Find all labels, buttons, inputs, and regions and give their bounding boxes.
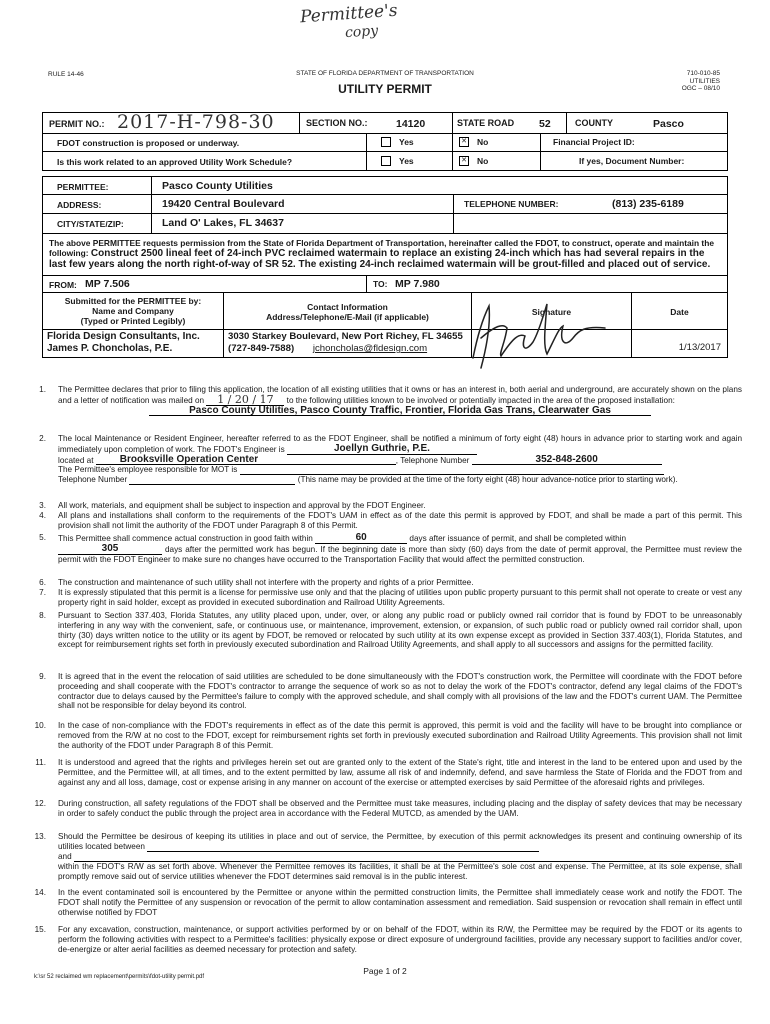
condition-15-num: 15. <box>34 925 46 934</box>
handwritten-note-line2: copy <box>344 22 379 42</box>
telephone-label: TELEPHONE NUMBER: <box>464 199 559 209</box>
form-category: UTILITIES <box>689 77 720 85</box>
q1-no-checkbox[interactable]: ✕ <box>459 137 469 147</box>
permittee-label: PERMITTEE: <box>57 182 109 192</box>
signature-scribble <box>455 298 615 378</box>
q1-label: FDOT construction is proposed or underway. <box>57 138 240 148</box>
submitter-header-row <box>42 293 728 330</box>
commence-days: 60 <box>315 533 407 544</box>
form-title: UTILITY PERMIT <box>338 82 432 96</box>
county-label: COUNTY <box>575 118 613 128</box>
notified-utilities: Pasco County Utilities, Pasco County Traffic, Frontier, Florida Gas Trans, Clearwater Gas <box>149 406 651 417</box>
condition-15-text: For any excavation, construction, maintenance, or support activities performed by or on behalf of the FDOT, within its R/W, the Permittee may be required by the FDOT or its agents to perform the following activities with respect to a Permittee's facilities: physically expose or direct exposure of underground facilities, provide any necessary support to facilities and/or cover, de-energize or alter aerial facilities as deemed necessary for protection and safety. <box>58 925 742 954</box>
notification-date: 1 / 20 / 17 <box>206 395 284 406</box>
condition-12-num: 12. <box>34 799 46 808</box>
out-of-service-to-field[interactable] <box>74 852 734 862</box>
mot-telephone-field[interactable] <box>129 475 295 485</box>
section-no-value: 14120 <box>396 118 426 130</box>
address-row <box>42 195 728 214</box>
condition-10-num: 10. <box>34 721 46 730</box>
city-cell <box>151 214 453 233</box>
request-block <box>42 234 728 276</box>
condition-4-text: All plans and installations shall conform to the requirements of the FDOT's UAM in effect as of the date this permit is approved by FDOT, and shall be made a part of this permit. This provision shall not limit the authority of the FDOT under Paragraph 8 of this Permit. <box>58 511 742 530</box>
condition-2-text-e: Telephone Number <box>58 475 128 485</box>
condition-1-text-b: to the following utilities known to be involved or potentially impacted in the area of the proposed installation: <box>286 395 675 405</box>
city-row <box>42 214 728 234</box>
state-road-cell <box>452 113 566 133</box>
address-cell <box>151 195 453 213</box>
city-label: CITY/STATE/ZIP: <box>57 219 124 229</box>
condition-3-text: All work, materials, and equipment shall be subject to inspection and approval by the FDOT Engineer. <box>58 501 426 510</box>
document-cell <box>540 152 727 170</box>
mot-employee-field[interactable] <box>240 465 664 475</box>
condition-2-text-c: , Telephone Number <box>395 455 470 465</box>
state-road-label: STATE ROAD <box>457 118 515 128</box>
rule-number: RULE 14-46 <box>48 71 84 78</box>
fdot-engineer-location: Brooksville Operation Center <box>96 455 396 466</box>
permittee-row <box>42 176 728 195</box>
request-intro: The above PERMITTEE requests permission from the State of Florida Department of Transportation, hereinafter called the FDOT, to construct, operate and maintain the following: <box>49 238 714 258</box>
completion-days: 305 <box>58 544 162 555</box>
date-value: 1/13/2017 <box>678 342 721 353</box>
submitter-company: Florida Design Consultants, Inc. <box>47 331 200 342</box>
permit-no-label: PERMIT NO.: <box>49 119 105 129</box>
section-no-label: SECTION NO.: <box>306 118 368 128</box>
condition-5-num: 5. <box>39 533 46 542</box>
condition-3-num: 3. <box>39 501 46 510</box>
permittee-cell <box>151 177 727 194</box>
contact-email: jchoncholas@fldesign.com <box>312 343 428 354</box>
section-cell <box>299 113 452 133</box>
condition-14-text: In the event contaminated soil is encountered by the Permittee or anyone within the permitted construction limits, the Permittee shall immediately cease work and notify the FDOT. The FDOT shall notify the Permittee of any suspension or revocation of the permit to allow contamination assessment and remediation. Said suspension or revocation shall remain in effect until otherwise notified by FDOT <box>58 888 742 917</box>
q2-no-cell <box>452 152 540 170</box>
condition-5-text-c: days after the permitted work has begun. If the beginning date is more than sixty (60) days from the date of permit approval, the Permittee must review the permit with the FDOT Engineer to make sure no changes have occurred to the Transportation Facility that would affect the permitted construction. <box>58 544 742 564</box>
from-label: FROM: <box>49 280 77 290</box>
document-number-label: If yes, Document Number: <box>579 156 685 166</box>
condition-10-text: In the case of non-compliance with the FDOT's requirements in effect as of the date this permit is approved, this permit is void and the facility will have to be brought into compliance or removed from the R/W at no cost to the FDOT, except for reimbursement rights set forth in previously executed subordination and Railroad Utility Agreements. This provision shall not limit the authority of the FDOT under Paragraph 8 of this Permit. <box>58 721 742 750</box>
construction-question-row <box>42 134 728 152</box>
city-right-cell <box>453 214 727 233</box>
page-number: Page 1 of 2 <box>363 966 407 976</box>
condition-8-text: Pursuant to Section 337.403, Florida Statutes, any utility placed upon, under, over, or along any public road or publicly owned rail corridor that is found by FDOT to be unreasonably interfering in any way with the convenient, safe, or continuous use, or maintenance, improvement, extension, or expansion, of such public road or publicly owned rail corridor shall, upon thirty (30) days written notice to the utility or its agent by FDOT, be removed or relocated by such utility at its own expense except as provided in Section 337.403(1), Florida Statutes, and except for reimbursement rights set forth in previously executed subordination and Railroad Utility Agreements, and shall apply to all successors and assigns for the permitted facility. <box>58 611 742 650</box>
date-header-cell <box>631 293 727 329</box>
form-id-block <box>682 70 720 93</box>
from-value: MP 7.506 <box>85 278 130 290</box>
state-road-value: 52 <box>539 118 551 130</box>
condition-6-text: The construction and maintenance of such utility shall not interfere with the property and rights of a prior Permittee. <box>58 578 474 587</box>
condition-7-num: 7. <box>39 588 46 597</box>
condition-9-num: 9. <box>39 672 46 681</box>
condition-11-text: It is understood and agreed that the rights and privileges herein set out are granted only to the extent of the State's right, title and interest in the land to be entered upon and used by the Permittee, and the Permittee will, at all times, and to the extent permitted by law, assume all risk of and indemnify, defend, and save harmless the State of Florida and the FDOT from and against any and all loss, damage, cost or expense arising in any manner on account of the exercise or attempted exercises by said Permittee of the aforesaid rights and privileges. <box>58 758 742 787</box>
date-col-label: Date <box>670 307 689 317</box>
condition-6-num: 6. <box>39 578 46 587</box>
form-revision: OGC – 08/10 <box>681 85 720 92</box>
fdot-engineer-name: Joellyn Guthrie, P.E. <box>287 444 477 455</box>
condition-2-text-d: The Permittee's employee responsible for MOT is <box>58 465 238 475</box>
permittee-value: Pasco County Utilities <box>162 180 273 192</box>
out-of-service-from-field[interactable] <box>147 842 539 852</box>
city-value: Land O' Lakes, FL 34637 <box>162 217 284 229</box>
county-cell <box>566 113 727 133</box>
condition-5-text-a: This Permittee shall commence actual construction in good faith within <box>58 534 313 543</box>
limits-row <box>42 276 728 293</box>
form-number: 710-010-85 <box>686 70 720 77</box>
condition-2 <box>30 434 742 498</box>
q2-no-checkbox[interactable]: ✕ <box>459 156 469 166</box>
fdot-engineer-phone: 352-848-2600 <box>472 455 662 466</box>
condition-2-text-f: (This name may be provided at the time of the forty eight (48) hour advance-notice prior to starting work). <box>297 475 678 485</box>
condition-7-text: It is expressly stipulated that this permit is a license for permissive use only and that the placing of utilities upon public property pursuant to this permit shall not operate to create or vest any property right in said holder, except as provided in executed subordination and Railroad Utility Agreements. <box>58 588 742 607</box>
financial-cell <box>540 134 727 151</box>
condition-14-num: 14. <box>34 888 46 897</box>
q2-no-label: No <box>477 156 489 166</box>
schedule-question-row <box>42 152 728 171</box>
condition-1 <box>30 385 742 415</box>
financial-project-label: Financial Project ID: <box>553 137 635 147</box>
contact-phone: (727-849-7588) <box>228 343 295 354</box>
contact-header-cell <box>223 293 471 329</box>
signature-col-label: Signature <box>531 307 572 317</box>
telephone-cell <box>453 195 727 213</box>
condition-13-num: 13. <box>34 832 46 841</box>
address-value: 19420 Central Boulevard <box>162 198 285 210</box>
condition-4-num: 4. <box>39 511 46 520</box>
q1-no-cell <box>452 134 540 151</box>
condition-1-text-a: The Permittee declares that prior to filing this application, the location of all existing utilities that it owns or has an interest in, both aerial and underground, are accurately shown on the plans and a letter of notification was mailed on <box>58 385 742 405</box>
submitter-value-row <box>42 330 728 358</box>
condition-11-num: 11. <box>35 758 46 767</box>
request-description: Construct 2500 lineal feet of 24-inch PVC reclaimed watermain to replace an existing 24-inch which has had several repairs in the last few years along the north right-of-way of SR 52. The existing 24-inch reclaimed watermain will be grout-filled and placed out of service. <box>49 248 711 270</box>
address-label: ADDRESS: <box>57 200 102 210</box>
condition-13-text-a: Should the Permittee be desirous of keeping its utilities in place and out of service, the Permittee, by execution of this permit acknowledges its present and continuing ownership of its utilities located between <box>58 832 742 851</box>
condition-8-num: 8. <box>39 611 46 620</box>
to-value: MP 7.980 <box>395 278 440 290</box>
q2-yes-cell <box>366 152 452 170</box>
q1-yes-label: Yes <box>399 137 414 147</box>
condition-2-text-a: The local Maintenance or Resident Engineer, hereafter referred to as the FDOT Engineer, shall be notified a minimum of forty eight (48) hours in advance prior to starting work and again immediately upon completion of work. The FDOT's Engineer is <box>58 434 742 454</box>
footer-file-path: k:\sr 52 reclaimed wm replacement\permits\fdot-utility permit.pdf <box>34 974 205 980</box>
county-value: Pasco <box>653 118 684 130</box>
q1-yes-checkbox[interactable] <box>381 137 391 147</box>
condition-13-text-b: within the FDOT's R/W as set forth above. Whenever the Permittee removes its facilities, it shall be at the Permittee's sole cost and expense. The Permittee, at its sole expense, shall promptly remove said out of service utilities whenever the FDOT determines said removal is in the public interest. <box>58 861 742 881</box>
contact-value-cell <box>223 330 471 357</box>
condition-2-text-b: located at <box>58 455 94 465</box>
to-label: TO: <box>373 279 388 289</box>
condition-13-and: and <box>58 852 72 861</box>
permit-number-row <box>42 112 728 134</box>
contact-address: 3030 Starkey Boulevard, New Port Richey, FL 34655 <box>228 331 463 342</box>
submitter-name: James P. Choncholas, P.E. <box>47 343 173 354</box>
condition-5-text-b: days after issuance of permit, and shall be completed within <box>409 534 627 543</box>
q2-label: Is this work related to an approved Utility Work Schedule? <box>57 157 293 167</box>
q1-yes-cell <box>366 134 452 151</box>
q1-no-label: No <box>477 137 489 147</box>
condition-9-text: It is agreed that in the event the relocation of said utilities are scheduled to be done simultaneously with the FDOT's construction work, the Permittee will coordinate with the FDOT before proceeding and shall cooperate with the FDOT's contractor to arrange the sequence of work so as not to delay the work of the FDOT's contractor, defend any legal claims of the FDOT's contractor due to delays caused by the Permittee's failure to comply with the approved schedule, and shall comply with all provisions of the law and the FDOT's current UAM. The Permittee shall not be responsible for delay beyond its control. <box>58 672 742 711</box>
to-cell <box>366 276 727 292</box>
submitter-values <box>47 331 200 355</box>
q2-yes-label: Yes <box>399 156 414 166</box>
agency-name: STATE OF FLORIDA DEPARTMENT OF TRANSPORTATION <box>296 70 474 77</box>
condition-1-num: 1. <box>39 385 46 394</box>
telephone-value: (813) 235-6189 <box>612 198 684 210</box>
handwritten-note-line1: Permittee's <box>299 0 399 28</box>
permit-no-value: 2017-H-798-30 <box>117 111 275 133</box>
condition-2-num: 2. <box>39 434 46 443</box>
contact-col-label: Contact Information Address/Telephone/E-Mail (if applicable) <box>266 302 429 322</box>
q2-yes-checkbox[interactable] <box>381 156 391 166</box>
condition-12-text: During construction, all safety regulations of the FDOT shall be observed and the Permittee must take measures, including placing and the display of safety devices that may be necessary in order to safely conduct the public through the project area in accordance with the Federal MUTCD, as amended by the UAM. <box>58 799 742 818</box>
submitter-col-label: Submitted for the PERMITTEE by: Name and Company (Typed or Printed Legibly) <box>64 296 202 326</box>
date-value-cell <box>631 330 727 357</box>
